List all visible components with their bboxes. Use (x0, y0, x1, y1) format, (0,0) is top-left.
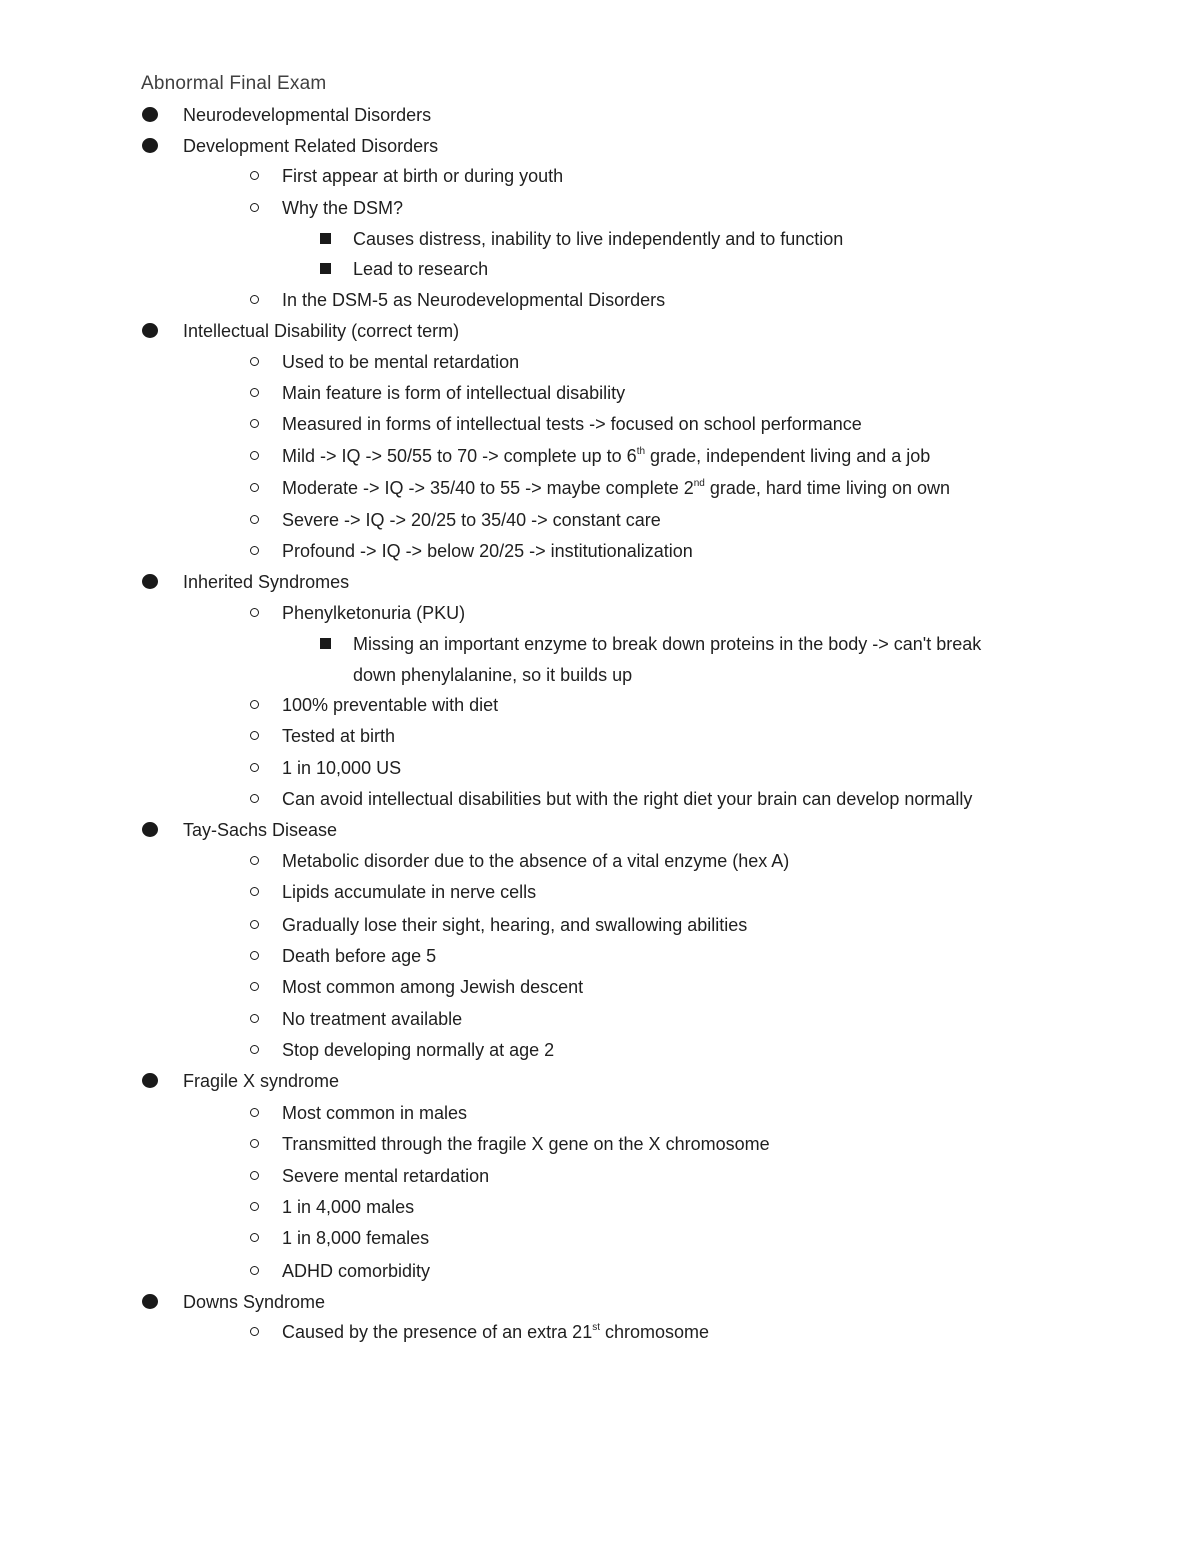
circle-bullet-icon (250, 763, 259, 772)
outline-item-text: Tay-Sachs Disease (183, 820, 338, 840)
circle-bullet-icon (250, 1014, 259, 1023)
outline-item-text: Transmitted through the fragile X gene on the X chromosome (282, 1134, 770, 1154)
circle-bullet-icon (250, 1045, 259, 1054)
outline-item-text: down phenylalanine, so it builds up (353, 665, 633, 685)
outline-item-text: Fragile X syndrome (183, 1071, 340, 1091)
disc-bullet-icon (142, 138, 158, 153)
circle-bullet-icon (250, 419, 259, 428)
outline-item-text: Development Related Disorders (183, 136, 439, 156)
circle-bullet-icon (250, 951, 259, 960)
outline-item-text: Neurodevelopmental Disorders (183, 105, 432, 125)
outline-item-text: Most common among Jewish descent (282, 977, 584, 997)
outline-item-text: Severe mental retardation (282, 1166, 490, 1186)
outline-item-text: Can avoid intellectual disabilities but with the right diet your brain can develop normally (282, 789, 973, 809)
outline-item-text: Measured in forms of intellectual tests -> focused on school performance (282, 414, 862, 434)
disc-bullet-icon (142, 1073, 158, 1088)
outline-item-text: Inherited Syndromes (183, 572, 350, 592)
outline-item-text: Downs Syndrome (183, 1292, 326, 1312)
circle-bullet-icon (250, 920, 259, 929)
circle-bullet-icon (250, 171, 259, 180)
circle-bullet-icon (250, 856, 259, 865)
outline-item-text: Missing an important enzyme to break down proteins in the body -> can't break (353, 634, 982, 654)
circle-bullet-icon (250, 357, 259, 366)
page-title: Abnormal Final Exam (141, 73, 327, 94)
outline-item-text: Lead to research (353, 259, 489, 279)
ordinal-suffix: th (636, 446, 646, 457)
circle-bullet-icon (250, 295, 259, 304)
outline-item-text: Death before age 5 (282, 946, 437, 966)
outline-item-text: Lipids accumulate in nerve cells (282, 882, 537, 902)
circle-bullet-icon (250, 1202, 259, 1211)
disc-bullet-icon (142, 822, 158, 837)
outline-item-text: 1 in 4,000 males (282, 1197, 415, 1217)
outline-item-text: Metabolic disorder due to the absence of a vital enzyme (hex A) (282, 851, 790, 871)
square-bullet-icon (320, 638, 331, 649)
disc-bullet-icon (142, 107, 158, 122)
circle-bullet-icon (250, 1266, 259, 1275)
outline-item-text: Tested at birth (282, 726, 396, 746)
circle-bullet-icon (250, 1327, 259, 1336)
outline-item-text: Main feature is form of intellectual disability (282, 383, 626, 403)
outline-item-text: Used to be mental retardation (282, 352, 520, 372)
outline-item-text: Moderate -> IQ -> 35/40 to 55 -> maybe complete 2nd grade, hard time living on own (282, 478, 950, 498)
outline-item-text: First appear at birth or during youth (282, 166, 564, 186)
circle-bullet-icon (250, 203, 259, 212)
circle-bullet-icon (250, 1108, 259, 1117)
outline-item-text: ADHD comorbidity (282, 1261, 431, 1281)
outline-item-text: Most common in males (282, 1103, 468, 1123)
circle-bullet-icon (250, 794, 259, 803)
circle-bullet-icon (250, 731, 259, 740)
circle-bullet-icon (250, 1139, 259, 1148)
circle-bullet-icon (250, 483, 259, 492)
circle-bullet-icon (250, 982, 259, 991)
outline-item-text: No treatment available (282, 1009, 463, 1029)
circle-bullet-icon (250, 1233, 259, 1242)
outline-item-text: Why the DSM? (282, 198, 404, 218)
circle-bullet-icon (250, 388, 259, 397)
disc-bullet-icon (142, 1294, 158, 1309)
circle-bullet-icon (250, 515, 259, 524)
outline-item-text: Causes distress, inability to live independently and to function (353, 229, 844, 249)
outline-item-text: 1 in 10,000 US (282, 758, 402, 778)
circle-bullet-icon (250, 546, 259, 555)
outline-item-text: In the DSM-5 as Neurodevelopmental Disorders (282, 290, 666, 310)
circle-bullet-icon (250, 1171, 259, 1180)
outline-item-text: Mild -> IQ -> 50/55 to 70 -> complete up to 6th grade, independent living and a job (282, 446, 931, 466)
circle-bullet-icon (250, 700, 259, 709)
outline-item-text: 100% preventable with diet (282, 695, 499, 715)
disc-bullet-icon (142, 574, 158, 589)
ordinal-suffix: st (592, 1322, 600, 1333)
outline-item-text: Caused by the presence of an extra 21st chromosome (282, 1322, 710, 1342)
outline-item-text: Severe -> IQ -> 20/25 to 35/40 -> constant care (282, 510, 661, 530)
outline-item-text: Gradually lose their sight, hearing, and swallowing abilities (282, 915, 748, 935)
circle-bullet-icon (250, 451, 259, 460)
square-bullet-icon (320, 263, 331, 274)
outline-item-text: Profound -> IQ -> below 20/25 -> institutionalization (282, 541, 693, 561)
outline-item-text: Phenylketonuria (PKU) (282, 603, 466, 623)
disc-bullet-icon (142, 323, 158, 338)
circle-bullet-icon (250, 608, 259, 617)
outline-item-text: 1 in 8,000 females (282, 1228, 430, 1248)
square-bullet-icon (320, 233, 331, 244)
outline-item-text: Stop developing normally at age 2 (282, 1040, 555, 1060)
circle-bullet-icon (250, 887, 259, 896)
ordinal-suffix: nd (693, 478, 705, 489)
outline-item-text: Intellectual Disability (correct term) (183, 321, 460, 341)
